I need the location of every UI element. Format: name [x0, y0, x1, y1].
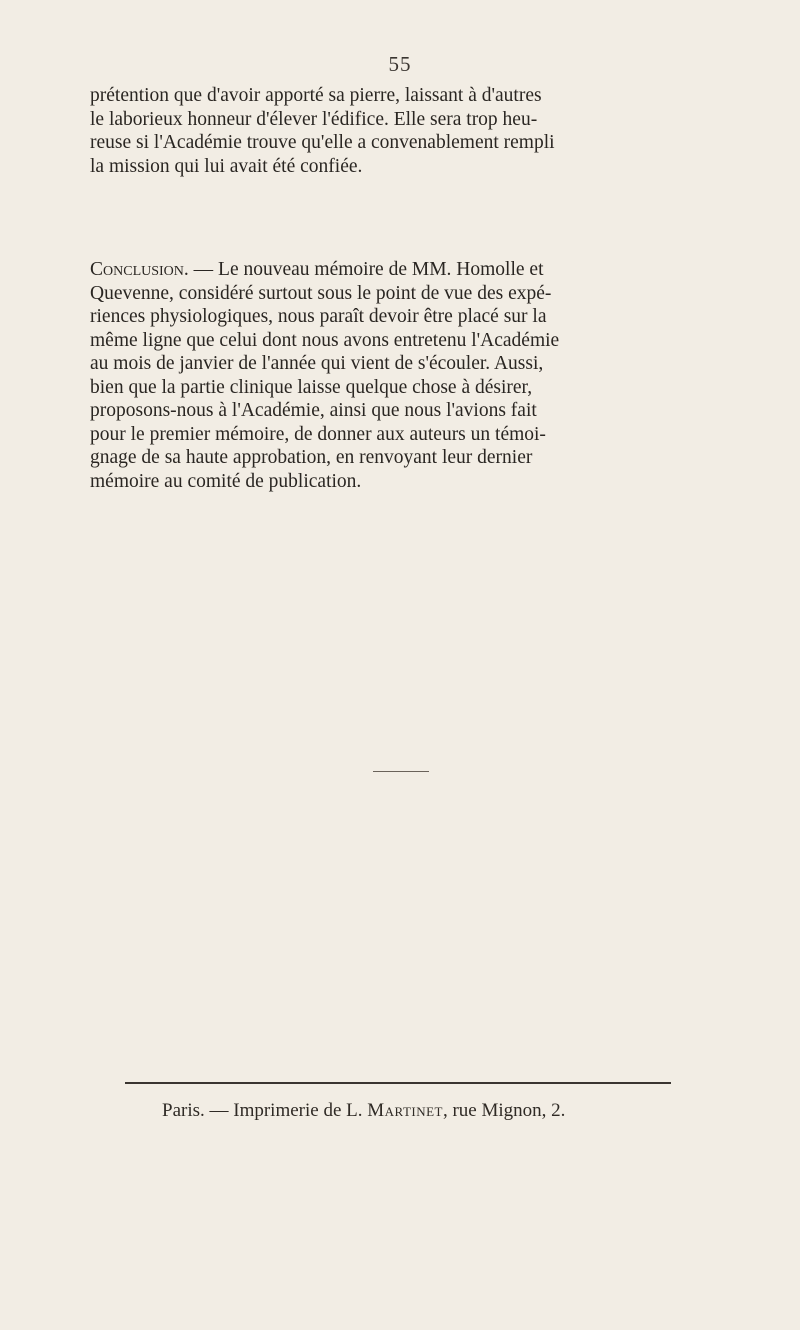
printer-imprint — [162, 1100, 565, 1122]
text-line: le laborieux honneur d'élever l'édifice. Elle sera trop heu- — [90, 108, 538, 130]
imprint-prefix: Paris. — Imprimerie de L. — [162, 1100, 368, 1121]
text-line: Quevenne, considéré surtout sous le point de vue des expé- — [90, 282, 552, 304]
text-line: mémoire au comité de publication. — [90, 470, 362, 492]
page-number: 55 — [388, 52, 412, 76]
imprint-suffix: , rue Mignon, 2. — [442, 1100, 566, 1121]
paragraph-conclusion — [90, 258, 708, 493]
end-divider — [373, 771, 429, 772]
paragraph-continuation — [90, 84, 708, 178]
text-line: la mission qui lui avait été confiée. — [90, 155, 363, 177]
text-line: gnage de sa haute approbation, en renvoyant leur dernier — [90, 447, 533, 468]
text-line: riences physiologiques, nous paraît devoir être placé sur la — [90, 306, 547, 327]
text-line: proposons-nous à l'Académie, ainsi que nous l'avions fait — [90, 400, 537, 421]
text-line: pour le premier mémoire, de donner aux auteurs un témoi- — [90, 423, 546, 445]
text-run: — Le nouveau mémoire de MM. Homolle et — [188, 259, 544, 280]
imprint-name: Martinet — [367, 1100, 443, 1121]
footer-rule — [125, 1082, 671, 1084]
text-line: au mois de janvier de l'année qui vient de s'écouler. Aussi, — [90, 353, 544, 374]
text-line — [90, 258, 708, 282]
text-line: même ligne que celui dont nous avons entretenu l'Académie — [90, 329, 560, 351]
text-line: prétention que d'avoir apporté sa pierre, laissant à d'autres — [90, 85, 542, 106]
conclusion-heading: Conclusion. — [90, 259, 189, 280]
text-line: bien que la partie clinique laisse quelque chose à désirer, — [90, 376, 533, 398]
text-line: reuse si l'Académie trouve qu'elle a convenablement rempli — [90, 132, 555, 153]
